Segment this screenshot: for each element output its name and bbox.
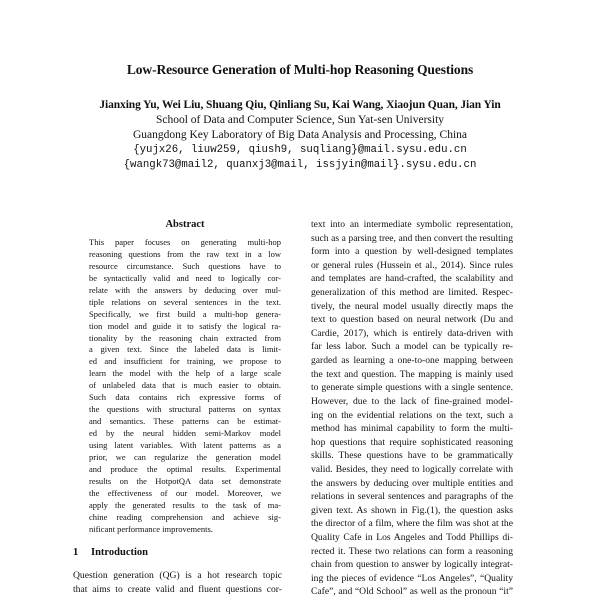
section-heading-introduction: [73, 546, 148, 559]
text-line: ed by the neural hidden semi-Markov model: [89, 428, 281, 438]
abstract-body: [89, 237, 281, 535]
section-title: Introduction: [91, 547, 148, 558]
text-line: rected it. These two relations can form a reasoning: [311, 545, 513, 557]
introduction-body: [73, 569, 282, 596]
text-line: form into a question by well-designed templates: [311, 246, 513, 258]
author-list: Jianxing Yu, Wei Liu, Shuang Qiu, Qinliang Su, Kai Wang, Xiaojun Quan, Jian Yin: [99, 99, 501, 111]
text-line: far less labor. Such a model can be typically re-: [311, 341, 513, 353]
text-line: valid. Besides, they need to logically correlate with: [311, 463, 513, 475]
text-line: a given text. Since the labeled data is limit-: [89, 344, 281, 355]
abstract-section: [89, 218, 281, 535]
text-line: tionality by the reasoning chain extracted from: [89, 332, 281, 343]
text-line: and templates are hand-crafted, the scalability and: [311, 273, 513, 285]
text-line: the director of a film, where the film was shot at the: [311, 518, 513, 530]
text-line: skills. These questions have to be grammatically: [311, 450, 513, 462]
text-line: tion model and guide it to satisfy the logical ra-: [89, 320, 281, 331]
text-line: the effectiveness of our model. Moreover, we: [89, 487, 281, 498]
text-line: Such data contains rich expressive forms of: [89, 392, 281, 403]
text-line: generalization of this method are limited. Respec-: [311, 287, 513, 299]
text-line: ing the pieces of evidence “Los Angeles”, “Quality: [311, 572, 513, 584]
text-line: hop questions that require sophisticated reasoning: [311, 436, 513, 448]
right-column-body: [311, 218, 513, 599]
text-line: the questions with structural patterns on syntax: [89, 404, 281, 415]
text-line: tively, the neural model usually directly maps the: [311, 300, 513, 312]
text-line: This paper focuses on generating multi-hop: [89, 237, 281, 247]
paper-title: Low-Resource Generation of Multi-hop Reasoning Questions: [126, 62, 474, 77]
abstract-heading: Abstract: [165, 219, 205, 230]
text-line: text to question based on neural network (Du and: [311, 314, 513, 326]
text-line: of unlabeled data that is much easier to obtain.: [89, 380, 281, 391]
text-line: resource circumstance. Such questions have to: [89, 260, 281, 271]
text-line: Quality Cafe in Los Angeles and Todd Phillips di-: [311, 532, 513, 544]
text-line: reasoning questions from the raw text in a low: [89, 248, 281, 259]
text-line: chain from question to answer by logically integrat-: [311, 559, 513, 571]
text-line: method has minimal capability to form the multi-: [311, 423, 513, 435]
text-line: the text and question. The mapping is mainly used: [311, 368, 513, 380]
text-line: chine reading comprehension and achieve sig-: [89, 511, 281, 522]
affiliation-lab: Guangdong Key Laboratory of Big Data Analysis and Processing, China: [132, 129, 468, 141]
text-line: and produce the optimal results. Experimental: [89, 463, 281, 474]
text-line: nificant performance improvements.: [89, 523, 213, 534]
text-line: such as a parsing tree, and then convert the resulting: [311, 232, 513, 244]
text-line: be syntactically valid and need to logically cor-: [89, 272, 281, 283]
author-emails-1: {yujx26, liuw259, qiush9, suqliang}@mail.sysu.edu.cn: [133, 144, 467, 156]
text-line: Question generation (QG) is a hot research topic: [73, 570, 282, 581]
text-line: garded as learning a one-to-one mapping between: [311, 355, 513, 367]
section-number: 1: [73, 547, 79, 558]
text-line: However, due to the lack of fine-grained model-: [311, 395, 513, 407]
text-line: tiple relations on several sentences in the text.: [89, 296, 281, 307]
text-line: Specifically, we first build a multi-hop genera-: [89, 308, 281, 319]
text-line: text into an intermediate symbolic representation,: [311, 219, 513, 230]
text-line: prior, we can regularize the generation model: [89, 451, 281, 462]
text-line: that aims to create valid and fluent questions cor-: [73, 583, 282, 595]
affiliation-university: School of Data and Computer Science, Sun Yat-sen University: [155, 114, 445, 126]
text-line: apply the generated results to the task of ma-: [89, 499, 281, 510]
text-line: relate with the answers by deducing over mul-: [89, 284, 281, 295]
text-line: the answers by deducing over multiple entities and: [311, 477, 513, 489]
text-line: results on the HotpotQA data set demonstrate: [89, 475, 281, 486]
text-line: relations in several sentences and paragraphs of the: [311, 491, 513, 503]
text-line: and semantics. These patterns can be estimat-: [89, 416, 281, 427]
text-line: using latent variables. With latent patterns as a: [89, 439, 281, 450]
author-emails-2: {wangk73@mail2, quanxj3@mail, issjyin@mail}.sysu.edu.cn: [123, 159, 477, 171]
text-line: or general rules (Hussein et al., 2014). Since rules: [311, 259, 513, 271]
text-line: ed and insufficient for training, we propose to: [89, 356, 281, 367]
text-line: Cardie, 2017), which is entirely data-driven with: [311, 327, 513, 339]
author-block: [0, 98, 600, 173]
text-line: to generate simple questions with a single sentence.: [311, 382, 513, 394]
text-line: given text. As shown in Fig.(1), the question asks: [311, 504, 513, 516]
text-line: ing on the evidential relations on the text, such a: [311, 409, 513, 421]
text-line: learn the model with the help of a large scale: [89, 368, 281, 379]
text-line: Cafe”, and “Old School” as well as the pronoun “it”: [311, 586, 513, 598]
